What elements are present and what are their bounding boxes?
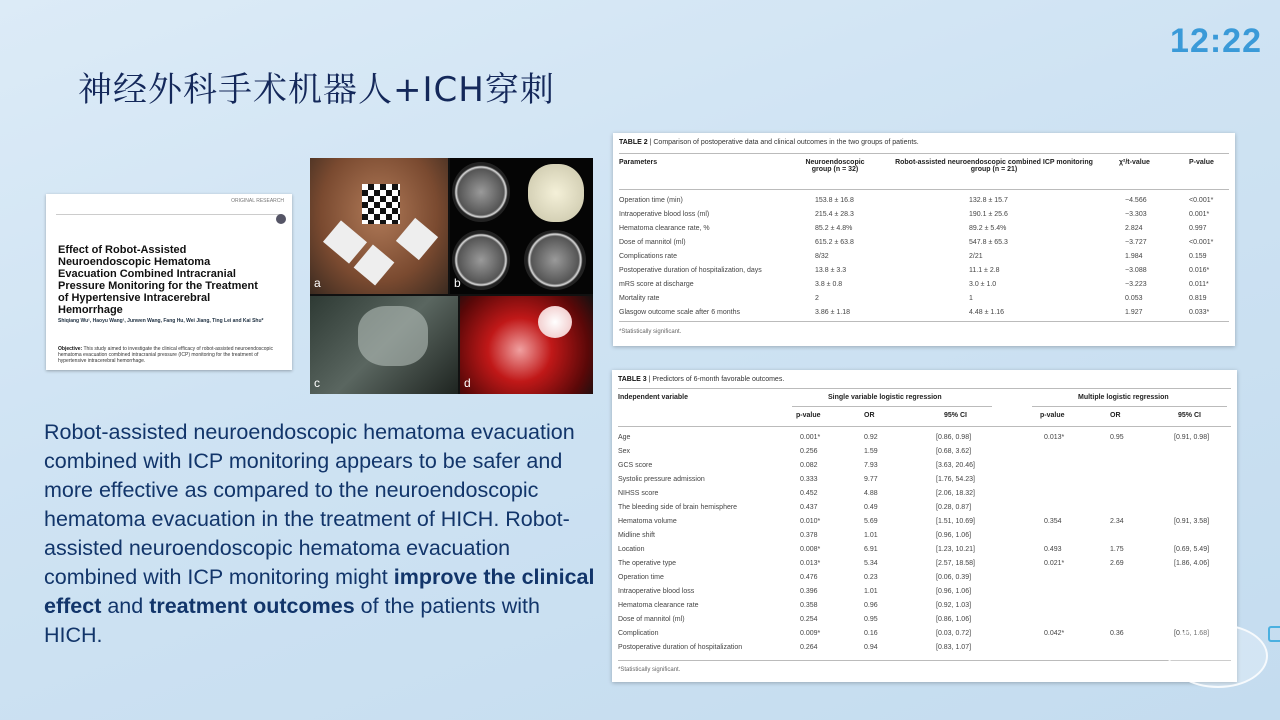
table-cell: 132.8 ± 15.7 (969, 197, 1008, 204)
table-cell: 0.009* (800, 630, 821, 637)
table-cell: [1.86, 4.06] (1174, 560, 1210, 567)
table-cell: −3.223 (1125, 281, 1147, 288)
table-cell: 0.053 (1125, 295, 1143, 302)
table-cell: Operation time (618, 574, 664, 581)
table-cell: 1.984 (1125, 253, 1143, 260)
paper-journal: ORIGINAL RESEARCH (231, 198, 284, 204)
table-cell: 7.93 (864, 462, 878, 469)
table-row (619, 279, 1229, 293)
table-cell: 6.91 (864, 546, 878, 553)
table-cell: 547.8 ± 65.3 (969, 239, 1008, 246)
table-cell: 0.021* (1044, 560, 1065, 567)
t3-header-p2: p-value (1040, 412, 1065, 419)
paper-objective-label: Objective: (58, 346, 83, 352)
table-rule (618, 426, 1231, 427)
table-cell: 89.2 ± 5.4% (969, 225, 1007, 232)
table-cell: 0.042* (1044, 630, 1065, 637)
t3-header-ci2: 95% CI (1178, 412, 1201, 419)
table-cell: 0.95 (864, 616, 878, 623)
table-cell: Dose of mannitol (ml) (618, 616, 685, 623)
table-cell: 0.354 (1044, 518, 1062, 525)
table-row (618, 586, 1231, 600)
table-cell: [1.23, 10.21] (936, 546, 975, 553)
photo-ct-scans (450, 158, 593, 294)
table-cell: The bleeding side of brain hemisphere (618, 504, 738, 511)
table-3-group-header-row (618, 392, 1231, 406)
paper-thumbnail (46, 194, 292, 370)
table-cell: 8/32 (815, 253, 829, 260)
photo-label-a: a (314, 276, 321, 290)
table-cell: 0.013* (800, 560, 821, 567)
table-cell: Hematoma clearance rate (618, 602, 699, 609)
table-row (619, 223, 1229, 237)
table-cell: [1.51, 10.69] (936, 518, 975, 525)
table-row (618, 600, 1231, 614)
table-cell: 3.86 ± 1.18 (815, 309, 850, 316)
table-cell: 1.59 (864, 448, 878, 455)
table-cell: 85.2 ± 4.8% (815, 225, 853, 232)
table-cell: Sex (618, 448, 631, 455)
table-cell: 0.94 (864, 644, 878, 651)
table-3-footnote: *Statistically significant. (618, 667, 681, 673)
table-cell: 0.997 (1189, 225, 1207, 232)
table-cell: [0.91, 3.58] (1174, 518, 1210, 525)
table-cell: 0.358 (800, 602, 818, 609)
table-cell: 0.001* (800, 434, 821, 441)
table-cell: 0.819 (1189, 295, 1207, 302)
table-cell: 153.8 ± 16.8 (815, 197, 854, 204)
t3-header-ci1: 95% CI (944, 412, 967, 419)
table-row (619, 265, 1229, 279)
table-cell: 0.493 (1044, 546, 1062, 553)
t2-header-robot-group: Robot-assisted neuroendoscopic combined ICP monitoring group (n = 21) (895, 159, 1093, 173)
table-2-footnote: *Statistically significant. (619, 329, 682, 335)
table-cell: 0.23 (864, 574, 878, 581)
table-cell: 13.8 ± 3.3 (815, 267, 847, 274)
table-cell: Systolic pressure admission (618, 476, 705, 483)
surgical-drape (358, 306, 428, 366)
table-3-caption (618, 376, 784, 383)
table-cell: [3.63, 20.46] (936, 462, 975, 469)
table-cell: 2 (815, 295, 819, 302)
table-row (619, 237, 1229, 251)
table-cell: 0.008* (800, 546, 821, 553)
table-row (618, 474, 1231, 488)
table-row (619, 251, 1229, 265)
table-cell: Midline shift (618, 532, 655, 539)
table-cell: 0.396 (800, 588, 818, 595)
table-rule (618, 660, 1231, 661)
table-cell: NIHSS score (618, 490, 659, 497)
table-3-header-row (618, 410, 1231, 424)
table-row (618, 642, 1231, 656)
photo-head-markers (310, 158, 448, 294)
table-cell: 0.264 (800, 644, 818, 651)
paper-objective-text: This study aimed to investigate the clinical efficacy of robot-assisted neuroendoscopic hematoma evacuation combined intracranial pressure (ICP) monitoring for the treatment of hypertensive intracerebral hemorrhage. (58, 346, 273, 364)
table-cell: 0.452 (800, 490, 818, 497)
table-cell: 2.824 (1125, 225, 1143, 232)
t2-header-parameters: Parameters (619, 159, 658, 166)
table-row (619, 307, 1229, 321)
table-row (618, 544, 1231, 558)
t2-header-neuroendoscopic: Neuroendoscopic group (n = 32) (805, 159, 865, 173)
gauze-pad (323, 220, 367, 263)
table-cell: 615.2 ± 63.8 (815, 239, 854, 246)
watermark-logo (1168, 624, 1268, 688)
table-cell: [0.69, 5.49] (1174, 546, 1210, 553)
table-cell: 0.36 (1110, 630, 1124, 637)
table-cell: 0.256 (800, 448, 818, 455)
table-cell: 2.34 (1110, 518, 1124, 525)
table-cell: Hematoma volume (618, 518, 677, 525)
table-row (618, 446, 1231, 460)
table-cell: 0.013* (1044, 434, 1065, 441)
table-rule (619, 321, 1229, 322)
table-row (619, 293, 1229, 307)
table-cell: 0.95 (1110, 434, 1124, 441)
marker-pattern (362, 184, 400, 224)
slide-title: 神经外科手术机器人+ICH穿刺 (78, 70, 555, 110)
photo-label-b: b (454, 276, 461, 290)
photo-label-c: c (314, 376, 320, 390)
table-cell: 2/21 (969, 253, 983, 260)
table-cell: [1.76, 54.23] (936, 476, 975, 483)
paper-title: Effect of Robot-Assisted Neuroendoscopic Hematoma Evacuation Combined Intracranial Pressure Monitoring for the Treatment of Hypertensive Intracerebral Hemorrhage (58, 244, 258, 316)
table-cell: 1.75 (1110, 546, 1124, 553)
t3-header-p1: p-value (796, 412, 821, 419)
table-cell: [0.92, 1.03] (936, 602, 972, 609)
photo-label-d: d (464, 376, 471, 390)
table-cell: 0.437 (800, 504, 818, 511)
table-row (618, 460, 1231, 474)
table-cell: mRS score at discharge (619, 281, 694, 288)
table-row (618, 432, 1231, 446)
table-cell: −3.303 (1125, 211, 1147, 218)
table-row (618, 502, 1231, 516)
table-cell: Postoperative duration of hospitalization, days (619, 267, 762, 274)
table-cell: [0.28, 0.87] (936, 504, 972, 511)
t3-header-variable: Independent variable (618, 394, 689, 401)
table-3-label: TABLE 3 (618, 376, 647, 383)
t3-header-or2: OR (1110, 412, 1121, 419)
t3-group-multiple: Multiple logistic regression (1078, 394, 1169, 401)
conclusion-bold-1: improve the clinical effect (44, 565, 595, 618)
table-rule (1032, 406, 1227, 407)
table-cell: 0.010* (800, 518, 821, 525)
table-row (618, 488, 1231, 502)
table-cell: Mortality rate (619, 295, 660, 302)
table-cell: [0.96, 1.06] (936, 588, 972, 595)
table-rule (618, 388, 1231, 389)
table-row (619, 195, 1229, 209)
table-cell: [0.96, 1.06] (936, 532, 972, 539)
ct-scan-image (452, 162, 510, 222)
table-cell: 5.34 (864, 560, 878, 567)
table-cell: −4.566 (1125, 197, 1147, 204)
endoscope-glare (538, 306, 572, 338)
table-cell: 3.0 ± 1.0 (969, 281, 997, 288)
table-cell: Postoperative duration of hospitalization (618, 644, 743, 651)
table-cell: 0.333 (800, 476, 818, 483)
table-cell: −3.088 (1125, 267, 1147, 274)
table-row (618, 572, 1231, 586)
table-rule (619, 153, 1229, 154)
t2-header-p: P-value (1189, 159, 1214, 166)
table-cell: Age (618, 434, 631, 441)
table-cell: Operation time (min) (619, 197, 683, 204)
table-2-caption-text: | Comparison of postoperative data and clinical outcomes in the two groups of patients. (647, 139, 919, 146)
t3-header-or1: OR (864, 412, 875, 419)
table-cell: 4.48 ± 1.16 (969, 309, 1004, 316)
skull-3d-model (528, 164, 584, 222)
table-cell: 0.016* (1189, 267, 1210, 274)
t3-group-single: Single variable logistic regression (828, 394, 942, 401)
table-cell: [0.68, 3.62] (936, 448, 972, 455)
table-cell: 2.69 (1110, 560, 1124, 567)
table-rule (792, 406, 992, 407)
table-cell: −3.727 (1125, 239, 1147, 246)
conclusion-bold-2: treatment outcomes (149, 594, 355, 618)
table-row (618, 614, 1231, 628)
paper-divider (56, 214, 282, 215)
ct-scan-image (524, 230, 586, 290)
surgical-photo-collage (310, 158, 593, 394)
table-cell: 0.159 (1189, 253, 1207, 260)
table-cell: 0.011* (1189, 281, 1209, 288)
table-2-postoperative-outcomes (613, 133, 1235, 346)
table-cell: Intraoperative blood loss (618, 588, 695, 595)
photo-endoscopic-view (460, 296, 593, 394)
table-cell: 5.69 (864, 518, 878, 525)
table-cell: 0.378 (800, 532, 818, 539)
table-cell: 0.001* (1189, 211, 1210, 218)
table-cell: Dose of mannitol (ml) (619, 239, 686, 246)
table-rule (619, 189, 1229, 190)
table-cell: [2.57, 18.58] (936, 560, 975, 567)
table-row (618, 516, 1231, 530)
table-cell: Hematoma clearance rate, % (619, 225, 710, 232)
table-cell: Glasgow outcome scale after 6 months (619, 309, 741, 316)
table-cell: Complication (618, 630, 659, 637)
t2-header-chi-t: χ²/t-value (1119, 159, 1150, 166)
table-cell: 0.92 (864, 434, 878, 441)
table-cell: 9.77 (864, 476, 878, 483)
table-cell: 4.88 (864, 490, 878, 497)
journal-logo-icon (276, 214, 286, 224)
table-row (619, 209, 1229, 223)
table-row (618, 530, 1231, 544)
table-2-label: TABLE 2 (619, 139, 648, 146)
table-cell: GCS score (618, 462, 653, 469)
table-cell: [0.86, 1.06] (936, 616, 972, 623)
table-cell: 190.1 ± 25.6 (969, 211, 1008, 218)
table-3-caption-text: | Predictors of 6-month favorable outcomes. (646, 376, 785, 383)
table-cell: 0.254 (800, 616, 818, 623)
table-cell: 0.082 (800, 462, 818, 469)
table-cell: Complications rate (619, 253, 677, 260)
table-2-caption (619, 139, 919, 146)
table-cell: 1.927 (1125, 309, 1143, 316)
table-cell: <0.001* (1189, 239, 1214, 246)
table-row (618, 628, 1231, 642)
paper-objective (58, 346, 283, 364)
conclusion-part-3: of the patients with HICH. (44, 594, 540, 647)
clock-time: 12:22 (1170, 22, 1262, 60)
photo-operating-room (310, 296, 458, 394)
table-cell: Intraoperative blood loss (ml) (619, 211, 710, 218)
table-cell: [0.06, 0.39] (936, 574, 972, 581)
table-cell: 11.1 ± 2.8 (969, 267, 1000, 274)
table-2-header-row (619, 157, 1229, 183)
table-cell: 215.4 ± 28.3 (815, 211, 854, 218)
table-row (618, 558, 1231, 572)
table-cell: 3.8 ± 0.8 (815, 281, 843, 288)
table-cell: 1 (969, 295, 973, 302)
table-cell: [0.86, 0.98] (936, 434, 972, 441)
conclusion-part-2: and (101, 594, 150, 618)
table-cell: [2.06, 18.32] (936, 490, 975, 497)
gauze-pad (396, 218, 438, 260)
table-cell: [0.03, 0.72] (936, 630, 972, 637)
table-cell: 0.16 (864, 630, 878, 637)
table-cell: 1.01 (864, 532, 878, 539)
table-cell: [0.83, 1.07] (936, 644, 972, 651)
table-cell: 1.01 (864, 588, 878, 595)
table-cell: Location (618, 546, 645, 553)
table-cell: 0.96 (864, 602, 878, 609)
table-cell: [0.16, 1.68] (1174, 630, 1210, 637)
paper-authors: Shiqiang Wu¹, Haoyu Wang¹, Junwen Wang, Fang Hu, Wei Jiang, Ting Lei and Kai Shu* (58, 318, 264, 324)
conclusion-part-1: Robot-assisted neuroendoscopic hematoma evacuation combined with ICP monitoring appears to be safer and more effective as compared to the neuroendoscopic hematoma evacuation in the treatment of HICH. Robot-assisted neuroendoscopic hematoma evacuation combined with ICP monitoring might (44, 420, 575, 589)
table-cell: 0.476 (800, 574, 818, 581)
table-3-predictors (612, 370, 1237, 682)
table-cell: The operative type (618, 560, 676, 567)
screen-share-icon[interactable] (1268, 626, 1280, 642)
table-cell: 0.033* (1189, 309, 1210, 316)
table-cell: 0.49 (864, 504, 878, 511)
table-cell: [0.91, 0.98] (1174, 434, 1210, 441)
conclusion-text (44, 418, 604, 650)
table-cell: <0.001* (1189, 197, 1214, 204)
